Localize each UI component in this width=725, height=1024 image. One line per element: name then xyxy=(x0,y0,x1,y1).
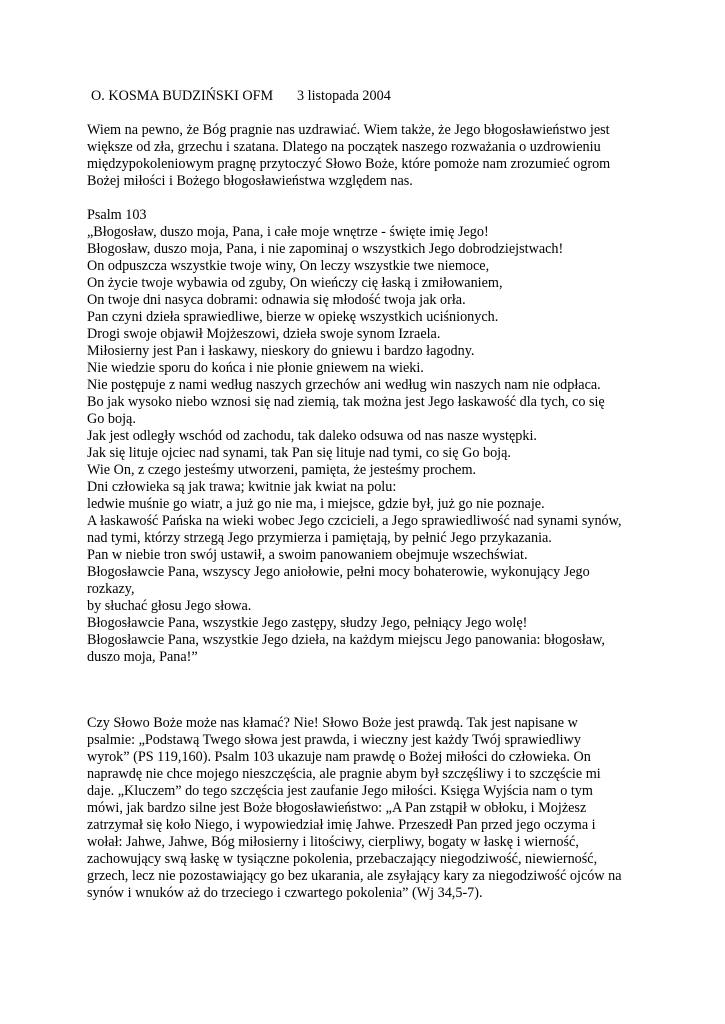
intro-line: międzypokoleniowym pragnę przytoczyć Słowo Boże, które pomoże nam zrozumieć ogrom xyxy=(87,156,611,172)
closing-line: daje. „Kluczem” do tego szczęścia jest zaufanie Jego miłości. Księga Wyjścia nam o tym xyxy=(87,783,593,799)
psalm-line: On odpuszcza wszystkie twoje winy, On leczy wszystkie twe niemoce, xyxy=(87,258,490,274)
closing-line: zatrzymał się koło Niego, i wypowiedział imię Jahwe. Przeszedł Pan przed jego oczyma i xyxy=(87,817,596,833)
psalm-line: Nie wiedzie sporu do końca i nie płonie gniewem na wieki. xyxy=(87,360,424,376)
closing-line: synów i wnuków aż do trzeciego i czwartego pokolenia” (Wj 34,5-7). xyxy=(87,885,483,901)
psalm-line: Błogosławcie Pana, wszyscy Jego aniołowie, pełni mocy bohaterowie, wykonujący Jego xyxy=(87,564,590,580)
intro-line: większe od zła, grzechu i szatana. Dlatego na początek naszego rozważania o uzdrowieniu xyxy=(87,139,601,155)
document-date: 3 listopada 2004 xyxy=(297,88,391,104)
closing-line: mówi, jak bardzo silne jest Boże błogosławieństwo: „A Pan zstąpił w obłoku, i Mojżesz xyxy=(87,800,587,816)
closing-line: zachowujący swą łaskę w tysiączne pokolenia, przebaczający niegodziwość, niewierność, xyxy=(87,851,598,867)
psalm-line: Nie postępuje z nami według naszych grzechów ani według win naszych nam nie odpłaca. xyxy=(87,377,601,393)
psalm-line: Drogi swoje objawił Mojżeszowi, dzieła swoje synom Izraela. xyxy=(87,326,441,342)
psalm-line: Dni człowieka są jak trawa; kwitnie jak kwiat na polu: xyxy=(87,479,397,495)
psalm-line: Wie On, z czego jesteśmy utworzeni, pamięta, że jesteśmy prochem. xyxy=(87,462,477,478)
author-name: O. KOSMA BUDZIŃSKI OFM xyxy=(91,88,274,104)
closing-line: wołał: Jahwe, Jahwe, Bóg miłosierny i litościwy, cierpliwy, bogaty w łaskę i wierność, xyxy=(87,834,579,850)
psalm-line: Go boją. xyxy=(87,411,136,427)
psalm-line: nad tymi, którzy strzegą Jego przymierza i pamiętają, by pełnić Jego przykazania. xyxy=(87,530,552,546)
psalm-line: Miłosierny jest Pan i łaskawy, nieskory do gniewu i bardzo łagodny. xyxy=(87,343,475,359)
psalm-line: ledwie muśnie go wiatr, a już go nie ma, i miejsce, gdzie był, już go nie poznaje. xyxy=(87,496,545,512)
psalm-line: Pan czyni dzieła sprawiedliwe, bierze w opiekę wszystkich uciśnionych. xyxy=(87,309,499,325)
psalm-line: On twoje dni nasyca dobrami: odnawia się młodość twoja jak orła. xyxy=(87,292,466,308)
psalm-line: Błogosławcie Pana, wszystkie Jego dzieła, na każdym miejscu Jego panowania: błogosław, xyxy=(87,632,605,648)
psalm-line: „Błogosław, duszo moja, Pana, i całe moje wnętrze - święte imię Jego! xyxy=(87,224,489,240)
psalm-line: Błogosławcie Pana, wszystkie Jego zastępy, słudzy Jego, pełniący Jego wolę! xyxy=(87,615,528,631)
psalm-title: Psalm 103 xyxy=(87,207,147,223)
closing-line: grzech, lecz nie pozostawiający go bez ukarania, ale zsyłający kary za niegodziwość ojców na xyxy=(87,868,622,884)
psalm-line: A łaskawość Pańska na wieki wobec Jego czcicieli, a Jego sprawiedliwość nad synami synów, xyxy=(87,513,622,529)
psalm-line: duszo moja, Pana!” xyxy=(87,649,198,665)
psalm-line: Bo jak wysoko niebo wznosi się nad ziemią, tak można jest Jego łaskawość dla tych, co się xyxy=(87,394,605,410)
intro-line: Wiem na pewno, że Bóg pragnie nas uzdrawiać. Wiem także, że Jego błogosławieństwo jest xyxy=(87,122,610,138)
psalm-line: Jak jest odległy wschód od zachodu, tak daleko odsuwa od nas nasze występki. xyxy=(87,428,537,444)
psalm-line: Pan w niebie tron swój ustawił, a swoim panowaniem obejmuje wszechświat. xyxy=(87,547,528,563)
psalm-line: rozkazy, xyxy=(87,581,135,597)
closing-line: wyrok” (PS 119,160). Psalm 103 ukazuje nam prawdę o Bożej miłości do człowieka. On xyxy=(87,749,591,765)
psalm-line: On życie twoje wybawia od zguby, On wieńczy cię łaską i zmiłowaniem, xyxy=(87,275,503,291)
intro-line: Bożej miłości i Bożego błogosławieństwa względem nas. xyxy=(87,173,413,189)
psalm-line: by słuchać głosu Jego słowa. xyxy=(87,598,252,614)
psalm-line: Jak się lituje ojciec nad synami, tak Pan się lituje nad tymi, co się Go boją. xyxy=(87,445,511,461)
closing-line: Czy Słowo Boże może nas kłamać? Nie! Słowo Boże jest prawdą. Tak jest napisane w xyxy=(87,715,578,731)
closing-line: psalmie: „Podstawą Twego słowa jest prawda, i wieczny jest każdy Twój sprawiedliwy xyxy=(87,732,581,748)
closing-line: naprawdę nie chce mojego nieszczęścia, ale pragnie abym był szczęśliwy i to szczęście mi xyxy=(87,766,601,782)
psalm-line: Błogosław, duszo moja, Pana, i nie zapominaj o wszystkich Jego dobrodziejstwach! xyxy=(87,241,564,257)
